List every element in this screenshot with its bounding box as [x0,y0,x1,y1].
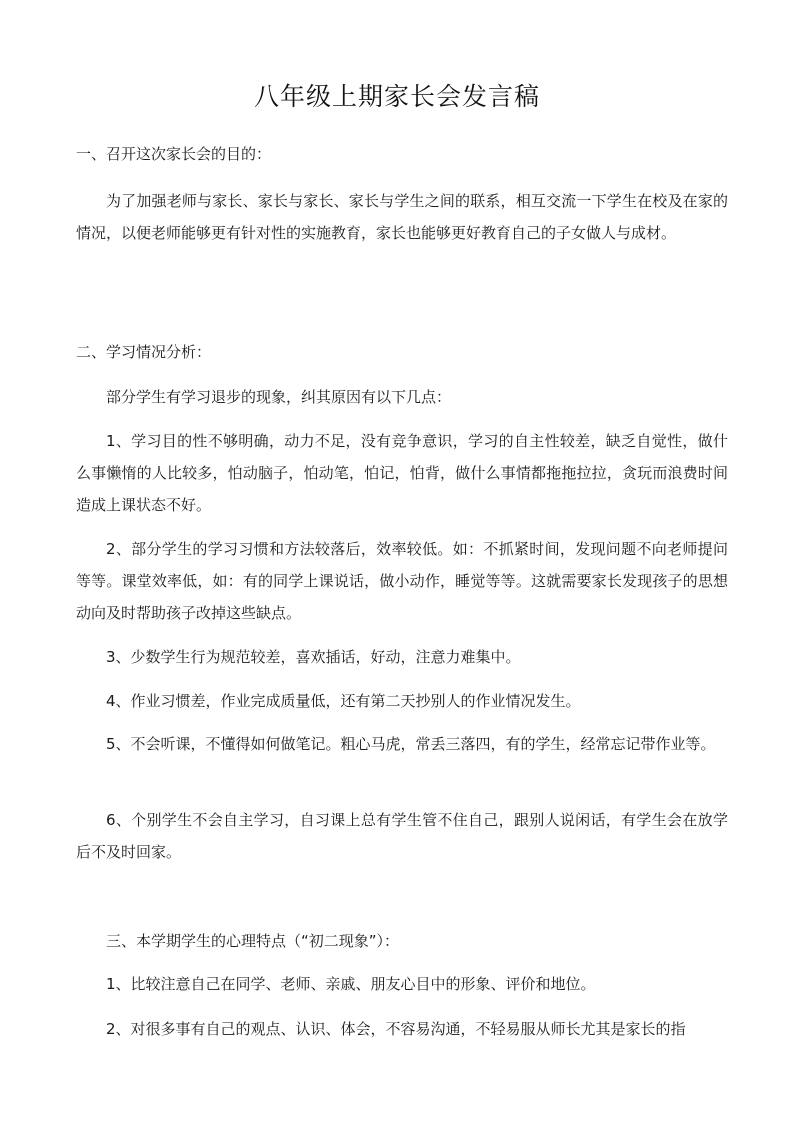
section-1-heading: 一、召开这次家长会的目的： [76,145,272,163]
section-1-paragraph: 为了加强老师与家长、家长与家长、家长与学生之间的联系，相互交流一下学生在校及在家的情况，以便老师能够更有针对性的实施教育，家长也能够更好教育自己的子女做人与成材。 [76,192,728,242]
document-title: 八年级上期家长会发言稿 [253,82,540,111]
section-2-item-1: 1、学习目的性不够明确，动力不足，没有竞争意识，学习的自主性较差，缺乏自觉性，做什么事懒惰的人比较多，怕动脑子，怕动笔，怕记，怕背，做什么事情都拖拖拉拉，贪玩而浪费时间造成上课状态不好。 [76,432,728,514]
section-3-heading: 三、本学期学生的心理特点（“初二现象”）： [106,932,400,950]
section-3-item-1: 1、比较注意自己在同学、老师、亲戚、朋友心目中的形象、评价和地位。 [106,975,596,993]
section-2-item-4: 4、作业习惯差，作业完成质量低，还有第二天抄别人的作业情况发生。 [106,692,581,710]
section-2-item-3: 3、少数学生行为规范较差，喜欢插话，好动，注意力难集中。 [106,648,521,666]
section-2-item-6: 6、个别学生不会自主学习，自习课上总有学生管不住自己，跟别人说闲话，有学生会在放学后不及时回家。 [76,811,728,861]
section-3-item-2: 2、对很多事有自己的观点、认识、体会，不容易沟通，不轻易服从师长尤其是家长的指 [106,1020,686,1038]
section-2-item-5: 5、不会听课，不懂得如何做笔记。粗心马虎，常丢三落四，有的学生，经常忘记带作业等。 [106,735,716,753]
section-2-item-2: 2、部分学生的学习习惯和方法较落后，效率较低。如：不抓紧时间，发现问题不向老师提问等等。课堂效率低，如：有的同学上课说话，做小动作，睡觉等等。这就需要家长发现孩子的思想动向及时帮助孩子改掉这些缺点。 [76,540,728,622]
section-2-heading: 二、学习情况分析： [76,343,212,361]
section-2-intro: 部分学生有学习退步的现象，纠其原因有以下几点： [106,388,452,406]
